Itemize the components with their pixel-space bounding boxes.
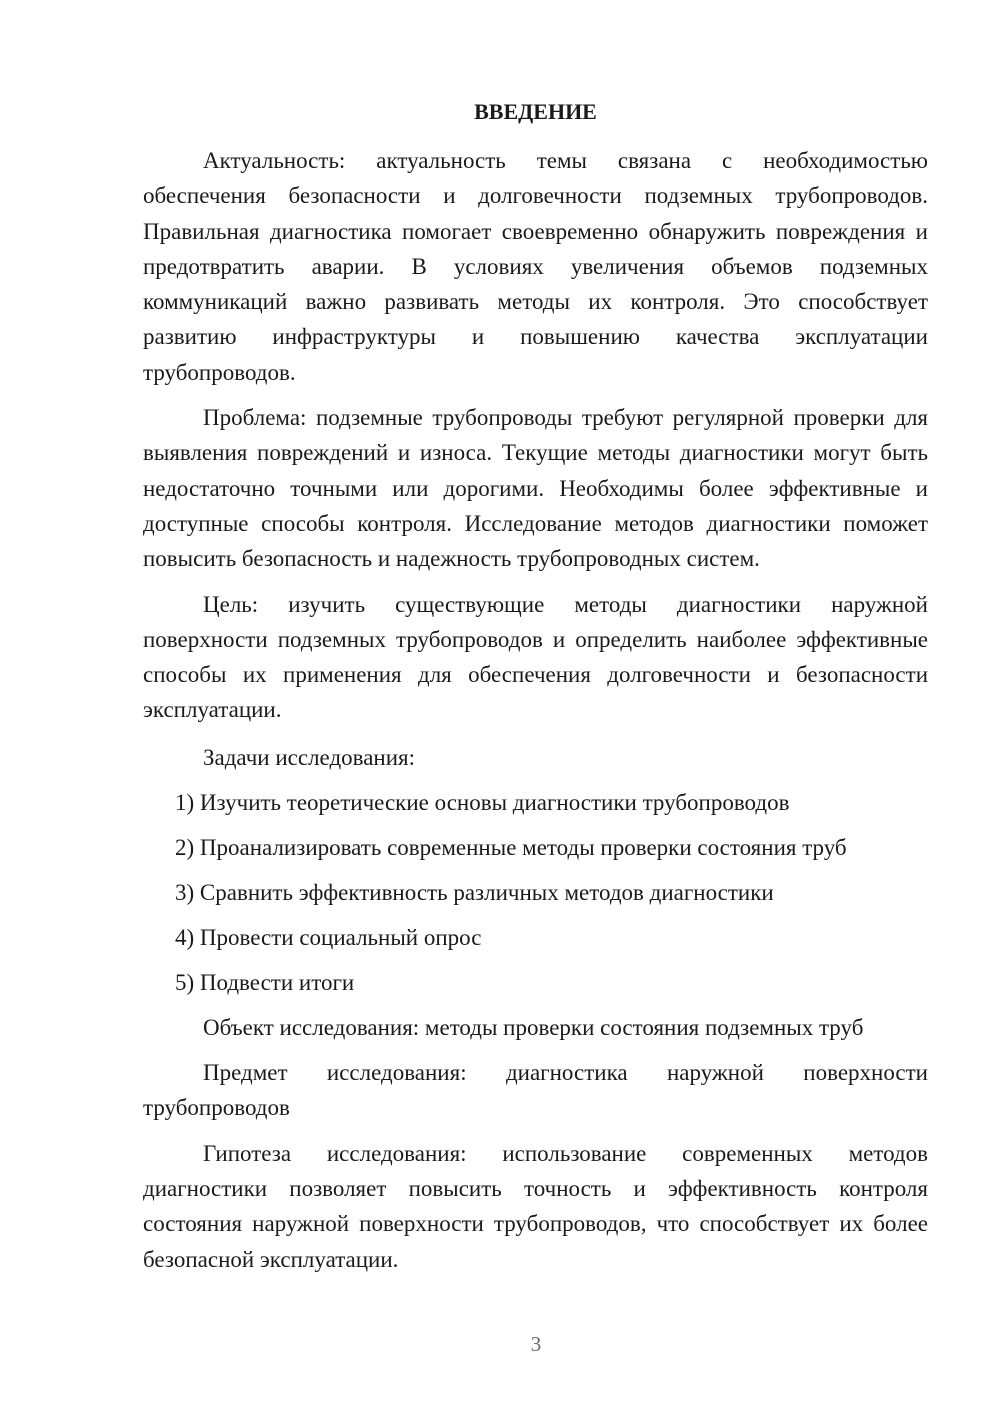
task-list: [143, 785, 928, 1000]
relevance-paragraph: Актуальность: актуальность темы связана с необходимостью обеспечения безопасности и долговечности подземных трубопроводов. Правильная диагностика помогает своевременно обнаружить повреждения и предотвратить аварии. В условиях увеличения объемов подземных коммуникаций важно развивать методы их контроля. Это способствует развитию инфраструктуры и повышению качества эксплуатации трубопроводов.: [143, 148, 928, 385]
task-item: 5) Подвести итоги: [175, 969, 355, 995]
task-item: 1) Изучить теоретические основы диагностики трубопроводов: [175, 789, 790, 815]
page-number: 3: [530, 1332, 542, 1356]
subject-paragraph: Предмет исследования: диагностика наружной поверхности трубопроводов: [143, 1060, 928, 1121]
problem-paragraph: Проблема: подземные трубопроводы требуют регулярной проверки для выявления повреждений и износа. Текущие методы диагностики могут быть недостаточно точными или дорогими. Необходимы более эффективные и доступные способы контроля. Исследование методов диагностики поможет повысить безопасность и надежность трубопроводных систем.: [143, 405, 928, 572]
tasks-heading: Задачи исследования:: [203, 744, 416, 770]
task-item: 2) Проанализировать современные методы проверки состояния труб: [175, 834, 847, 860]
page-content: [143, 97, 928, 1277]
task-item: 4) Провести социальный опрос: [175, 924, 482, 950]
task-item: 3) Сравнить эффективность различных методов диагностики: [175, 879, 774, 905]
section-title: ВВЕДЕНИЕ: [474, 99, 597, 124]
object-paragraph: Объект исследования: методы проверки состояния подземных труб: [203, 1014, 864, 1040]
goal-paragraph: Цель: изучить существующие методы диагностики наружной поверхности подземных трубопроводов и определить наиболее эффективные способы их применения для обеспечения долговечности и безопасности эксплуатации.: [143, 591, 928, 723]
hypothesis-paragraph: Гипотеза исследования: использование современных методов диагностики позволяет повысить точность и эффективность контроля состояния наружной поверхности трубопроводов, что способствует их более безопасной эксплуатации.: [143, 1140, 928, 1272]
